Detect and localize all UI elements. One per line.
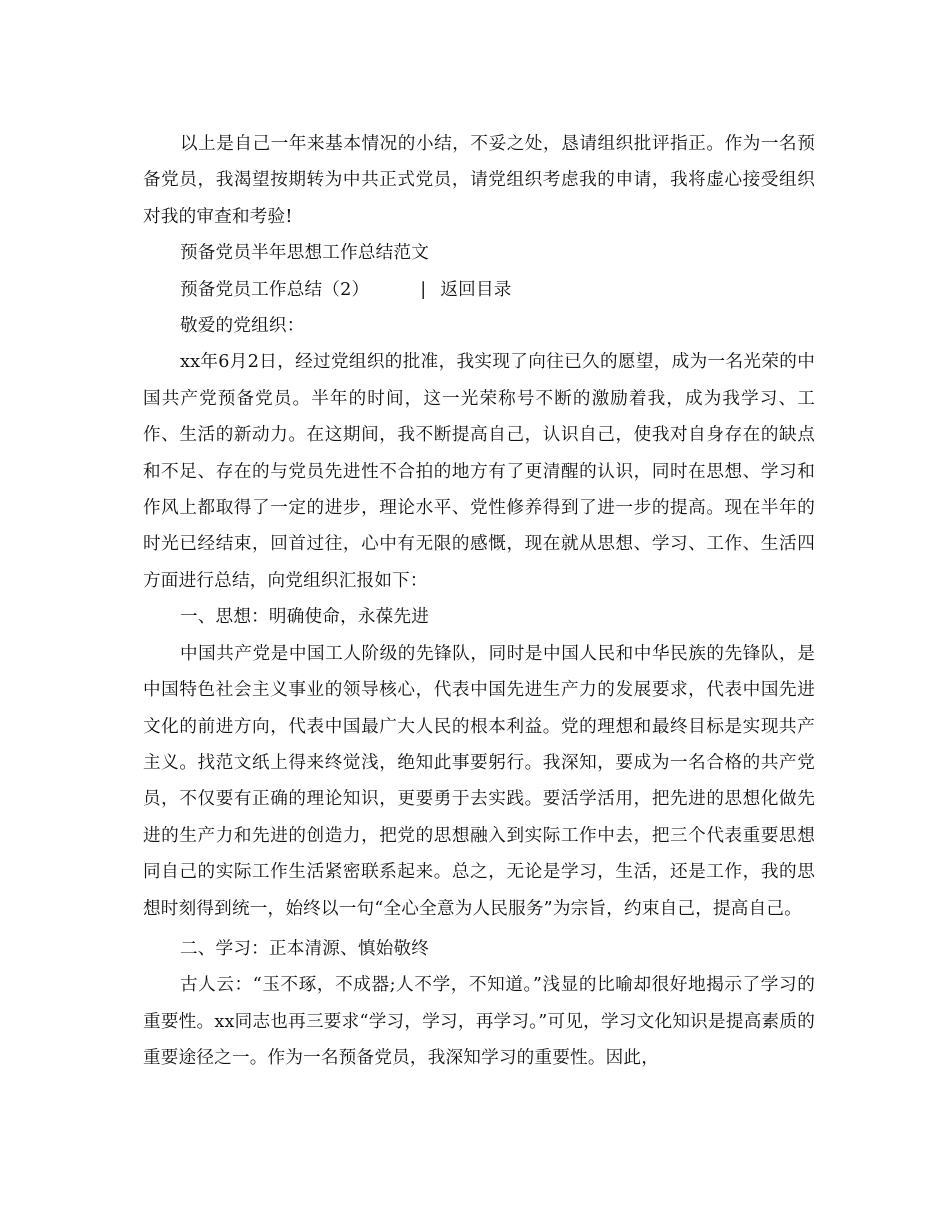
section-heading-study: 二、学习：正本清源、慎始敬终: [179, 938, 430, 959]
thought-paragraph: 中国共产党是中国工人阶级的先锋队，同时是中国人民和中华民族的先锋队，是中国特色社会主义事业的领导核心，代表中国先进生产力的发展要求，代表中国先进文化的前进方向，代表中国最广大人民的根本利益。党的理想和最终目标是实现共产主义。找范文纸上得来终觉浅，绝知此事要躬行。我深知，要成为一名合格的共产党员，不仅要有正确的理论知识，更要勇于去实践。要活学活用，把先进的思想化做先进的生产力和先进的创造力，把党的思想融入到实际工作中去，把三个代表重要思想同自己的实际工作生活紧密联系起来。总之，无论是学习，生活，还是工作，我的思想时刻得到统一，始终以一句“全心全意为人民服务”为宗旨，约束自己，提高自己。: [143, 643, 815, 919]
nav-separator: |: [420, 279, 427, 300]
section-heading-thought: 一、思想：明确使命，永葆先进: [179, 607, 430, 628]
section-title: 预备党员工作总结（2）: [179, 279, 370, 300]
closing-paragraph: 以上是自己一年来基本情况的小结，不妥之处，恳请组织批评指正。作为一名预备党员，我渴望按期转为中共正式党员，请党组织考虑我的申请，我将虚心接受组织对我的审查和考验!: [143, 134, 815, 227]
salutation: 敬爱的党组织：: [179, 316, 305, 337]
navigation-line: [143, 272, 815, 308]
document-title-line: 预备党员半年思想工作总结范文: [179, 243, 430, 264]
document-body: [143, 126, 815, 1077]
return-to-contents-link[interactable]: 返回目录: [440, 279, 512, 300]
intro-paragraph: xx年6月2日，经过党组织的批准，我实现了向往已久的愿望，成为一名光荣的中国共产党预备党员。半年的时间，这一光荣称号不断的激励着我，成为我学习、工作、生活的新动力。在这期间，我不断提高自己，认识自己，使我对自身存在的缺点和不足、存在的与党员先进性不合拍的地方有了更清醒的认识，同时在思想、学习和作风上都取得了一定的进步，理论水平、党性修养得到了进一步的提高。现在半年的时光已经结束，回首过往，心中有无限的感慨，现在就从思想、学习、工作、生活四方面进行总结，向党组织汇报如下：: [143, 352, 815, 591]
study-paragraph: 古人云：“玉不琢，不成器;人不学，不知道。”浅显的比喻却很好地揭示了学习的重要性。xx同志也再三要求“学习，学习，再学习。”可见，学习文化知识是提高素质的重要途径之一。作为一名预备党员，我深知学习的重要性。因此，: [143, 975, 815, 1069]
